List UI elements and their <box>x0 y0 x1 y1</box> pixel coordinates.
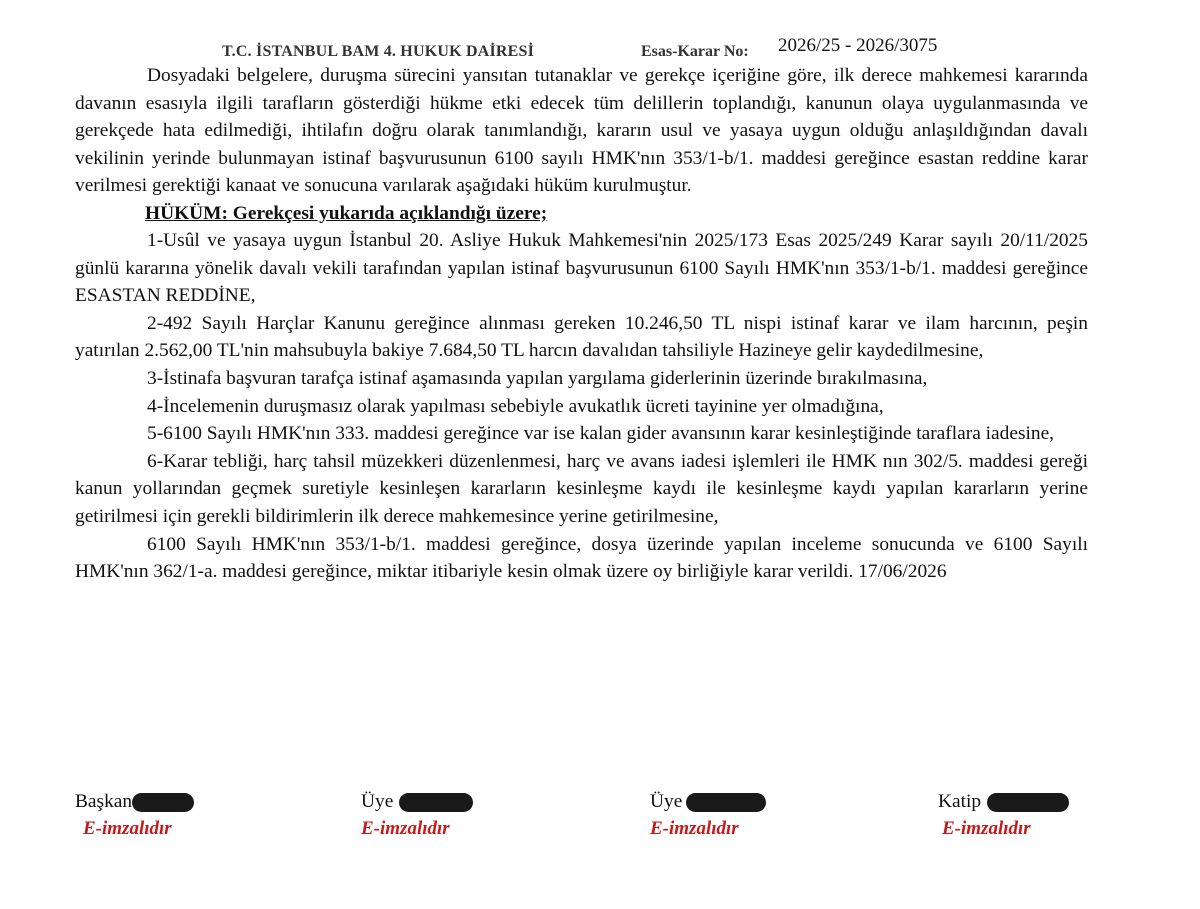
signature-uye-2 <box>650 788 766 839</box>
reasoning-paragraph: Dosyadaki belgelere, duruşma sürecini yansıtan tutanaklar ve gerekçe içeriğine göre, ilk derece mahkemesi kararında davanın esasıyla ilgili tarafların gösterdiği hükme etki edecek tüm delillerin toplandığı, kanunun olaya uygulanmasında ve gerekçede hata edilmediği, ihtilafın doğru olarak tanımlandığı, kararın usul ve yasaya uygun olduğu anlaşıldığından davalı vekilinin yerinde bulunmayan istinaf başvurusunun 6100 sayılı HMK'nın 353/1-b/1. maddesi gereğince esastan reddine karar verilmesi gerektiği kanaat ve sonucuna varılarak aşağıdaki hüküm kurulmuştur. <box>75 65 1088 197</box>
court-name: T.C. İSTANBUL BAM 4. HUKUK DAİRESİ <box>222 43 535 60</box>
signature-role: Üye <box>361 791 394 812</box>
ruling-item-4: 4-İncelemenin duruşmasız olarak yapılması sebebiyle avukatlık ücreti tayinine yer olmadığına, <box>147 395 884 417</box>
ruling-item-6: 6-Karar tebliği, harç tahsil müzekkeri düzenlenmesi, harç ve avans iadesi işlemleri ile HMK nın 302/5. maddesi gereği kanun yollarından geçmek suretiyle kesinleşen kararların kesinleşme kaydı ile kesinleşme kaydı yapılan kararların yerine getirilmesi için gerekli bildirimlerin ilk derece mahkemesince yerine getirilmesine, <box>75 450 1088 527</box>
e-signature-stamp: E-imzalıdır <box>650 818 739 839</box>
redacted-name <box>686 793 766 812</box>
signature-baskan <box>75 788 194 839</box>
ruling-item-3: 3-İstinafa başvuran tarafça istinaf aşamasında yapılan yargılama giderlerinin üzerinde bırakılmasına, <box>147 367 928 389</box>
ruling-item-2: 2-492 Sayılı Harçlar Kanunu gereğince alınması gereken 10.246,50 TL nispi istinaf karar ve ilam harcının, peşin yatırılan 2.562,00 TL'nin mahsubuyla bakiye 7.684,50 TL harcın davalıdan tahsiliyle Hazineye gelir kaydedilmesine, <box>75 312 1088 362</box>
decision-body <box>75 62 1088 586</box>
redacted-name <box>399 793 473 812</box>
signature-role: Başkan <box>75 791 133 812</box>
final-statement: 6100 Sayılı HMK'nın 353/1-b/1. maddesi gereğince, dosya üzerinde yapılan inceleme sonucunda ve 6100 Sayılı HMK'nın 362/1-a. maddesi gereğince, miktar itibariyle kesin olmak üzere oy birliğiyle karar verildi. 17/06/2026 <box>75 533 1088 583</box>
redacted-name <box>987 793 1069 812</box>
signature-katip <box>938 788 1069 839</box>
ruling-item-1: 1-Usûl ve yasaya uygun İstanbul 20. Asliye Hukuk Mahkemesi'nin 2025/173 Esas 2025/249 Karar sayılı 20/11/2025 günlü kararına yönelik davalı vekili tarafından yapılan istinaf başvurusunun 6100 Sayılı HMK'nın 353/1-b/1. maddesi gereğince ESASTAN REDDİNE, <box>75 229 1088 307</box>
e-signature-stamp: E-imzalıdır <box>83 818 172 839</box>
e-signature-stamp: E-imzalıdır <box>361 818 450 839</box>
esas-karar-number: 2026/25 - 2026/3075 <box>778 35 938 56</box>
signature-role: Katip <box>938 791 982 812</box>
signature-uye-1 <box>361 788 473 839</box>
esas-karar-label: Esas-Karar No: <box>641 43 749 60</box>
e-signature-stamp: E-imzalıdır <box>942 818 1031 839</box>
signature-block <box>0 788 1200 848</box>
hukum-heading: HÜKÜM: Gerekçesi yukarıda açıklandığı üzere; <box>145 202 548 224</box>
signature-role: Üye <box>650 791 683 812</box>
ruling-item-5: 5-6100 Sayılı HMK'nın 333. maddesi gereğince var ise kalan gider avansının karar kesinleştiğinde taraflara iadesine, <box>147 423 1055 445</box>
redacted-name <box>132 793 194 812</box>
